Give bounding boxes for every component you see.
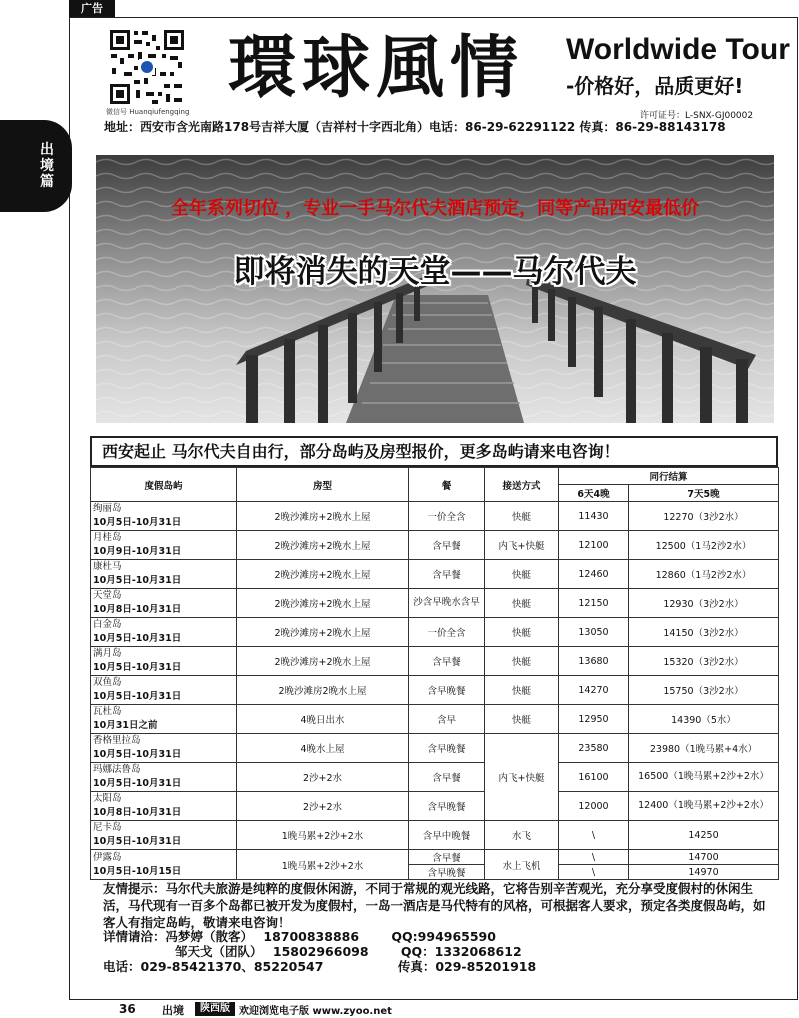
room-type: 4晚日出水 (237, 705, 409, 734)
contact-block (103, 929, 775, 974)
price-6d4n: 14270 (559, 676, 629, 705)
contact-row-3 (103, 959, 775, 974)
table-row (91, 502, 779, 531)
header-room: 房型 (237, 468, 409, 502)
price-6d4n: 16100 (559, 763, 629, 792)
room-type: 2晚沙滩房+2晚水上屋 (237, 618, 409, 647)
meal-plan: 含早晚餐 (409, 865, 485, 880)
footer-section: 出境 (162, 1004, 184, 1017)
island-dates: 10月5日-10月31日 (93, 575, 182, 586)
contact-2-label: 邹天戈（团队） (175, 944, 263, 959)
island-name: 太阳岛 (93, 793, 122, 804)
island-dates: 10月9日-10月31日 (93, 546, 182, 557)
price-6d4n: 12950 (559, 705, 629, 734)
room-type: 1晚马累+2沙+2水 (237, 850, 409, 880)
island-dates: 10月5日-10月31日 (93, 517, 182, 528)
table-row (91, 705, 779, 734)
table-row (91, 792, 779, 821)
room-type: 2晚沙滩房+2晚水上屋 (237, 647, 409, 676)
island-dates: 10月8日-10月31日 (93, 604, 182, 615)
meal-plan: 含早晚餐 (409, 734, 485, 763)
price-6d4n: 13680 (559, 647, 629, 676)
price-7d5n: 12860（1马2沙2水） (629, 560, 779, 589)
price-6d4n: 11430 (559, 502, 629, 531)
room-type: 4晚水上屋 (237, 734, 409, 763)
room-type: 2晚沙滩房+2晚水上屋 (237, 502, 409, 531)
transfer-merged: 内飞+快艇 (485, 734, 559, 821)
room-type: 2晚沙滩房+2晚水上屋 (237, 589, 409, 618)
price-6d4n: \ (559, 850, 629, 865)
island-name: 双鱼岛 (93, 677, 122, 688)
footer-text: 欢迎浏览电子版 www.zyoo.net (239, 1006, 392, 1017)
table-row (91, 850, 779, 865)
price-6d4n: 23580 (559, 734, 629, 763)
room-type: 2沙+2水 (237, 763, 409, 792)
island-name: 瓦杜岛 (93, 706, 122, 717)
qr-code-icon (108, 28, 186, 106)
price-7d5n: 14390（5水） (629, 705, 779, 734)
price-6d4n: 12000 (559, 792, 629, 821)
table-header-row (91, 468, 779, 485)
meal-plan: 含早餐 (409, 850, 485, 865)
table-row (91, 763, 779, 792)
table-row (91, 560, 779, 589)
side-tab-label: 出境篇 (40, 142, 54, 190)
table-row (91, 734, 779, 763)
price-table (90, 467, 779, 880)
transfer: 快艇 (485, 676, 559, 705)
price-7d5n: 14250 (629, 821, 779, 850)
island-name: 康杜马 (93, 561, 122, 572)
address-line: 地址：西安市含光南路178号吉祥大厦（吉祥村十字西北角）电话：86-29-62291122 传真：86-29-88143178 (104, 120, 726, 134)
transfer: 快艇 (485, 589, 559, 618)
meal-plan: 含早餐 (409, 763, 485, 792)
price-7d5n: 12400（1晚马累+2沙+2水） (629, 792, 779, 821)
island-name: 香格里拉岛 (93, 735, 141, 746)
table-row (91, 531, 779, 560)
room-type: 2沙+2水 (237, 792, 409, 821)
meal-plan: 含早餐 (409, 560, 485, 589)
price-6d4n: \ (559, 821, 629, 850)
brand-title: 環球風情 (228, 28, 525, 108)
contact-row-1 (103, 929, 775, 944)
table-row (91, 618, 779, 647)
island-dates: 10月5日-10月31日 (93, 691, 182, 702)
page-number: 36 (119, 1002, 136, 1016)
room-type: 2晚沙滩房2晚水上屋 (237, 676, 409, 705)
friendly-tip: 友情提示：马尔代夫旅游是纯粹的度假休闲游，不同于常规的观光线路，它将告别辛苦观光，充分享受度假村的休闲生活，马代现有一百多个岛都已被开发为度假村，一岛一酒店是马代特有的风格，可根据客人要求，预定各类度假岛屿，如客人有指定岛屿，敬请来电咨询！ (103, 881, 766, 930)
side-tab (0, 120, 72, 212)
meal-plan: 含早餐 (409, 647, 485, 676)
contact-2-qq: QQ：1332068612 (400, 944, 522, 959)
island-dates: 10月5日-10月31日 (93, 633, 182, 644)
header-7d5n: 7天5晚 (629, 485, 779, 502)
banner-title: 即将消失的天堂——马尔代夫 (233, 254, 637, 290)
transfer: 水飞 (485, 821, 559, 850)
price-7d5n: 14700 (629, 850, 779, 865)
transfer: 水上飞机 (485, 850, 559, 880)
island-dates: 10月5日-10月15日 (93, 865, 182, 877)
island-dates: 10月31日之前 (93, 720, 158, 731)
meal-plan: 一价全含 (409, 502, 485, 531)
slogan: -价格好，品质更好! (566, 74, 744, 98)
island-name: 尼卡岛 (93, 822, 122, 833)
island-dates: 10月5日-10月31日 (93, 836, 182, 847)
meal-plan: 含早中晚餐 (409, 821, 485, 850)
contact-row-2 (103, 944, 775, 959)
transfer: 快艇 (485, 502, 559, 531)
meal-plan: 含早晚餐 (409, 676, 485, 705)
island-name: 白金岛 (93, 619, 122, 630)
price-7d5n: 16500（1晚马累+2沙+2水） (629, 763, 779, 792)
wechat-label: 微信号 Huanqiufengqing (106, 108, 190, 116)
meal-plan: 沙含早晚水含早 (409, 589, 485, 618)
price-7d5n: 12930（3沙2水） (629, 589, 779, 618)
header-6d4n: 6天4晚 (559, 485, 629, 502)
island-dates: 10月8日-10月31日 (93, 807, 182, 818)
price-7d5n: 15750（3沙2水） (629, 676, 779, 705)
island-name: 玛娜法鲁岛 (93, 764, 141, 775)
header-meal: 餐 (409, 468, 485, 502)
island-name: 满月岛 (93, 648, 122, 659)
island-dates: 10月5日-10月31日 (93, 778, 182, 789)
meal-plan: 含早 (409, 705, 485, 734)
fax-line: 传真：029-85201918 (397, 959, 537, 974)
contact-1-phone: 18700838886 (263, 929, 360, 944)
header-transfer: 接送方式 (485, 468, 559, 502)
footer-logo: 陕西版 (195, 1002, 235, 1016)
transfer: 快艇 (485, 647, 559, 676)
price-6d4n: 13050 (559, 618, 629, 647)
price-7d5n: 23980（1晚马累+4水） (629, 734, 779, 763)
island-name: 伊露岛 (93, 851, 122, 863)
contact-1-label: 详情请洽：冯梦婷（散客） (103, 929, 254, 944)
header-island: 度假岛屿 (91, 468, 237, 502)
price-7d5n: 12500（1马2沙2水） (629, 531, 779, 560)
transfer: 快艇 (485, 705, 559, 734)
contact-2-phone: 15802966098 (272, 944, 369, 959)
table-row (91, 821, 779, 850)
price-7d5n: 14150（3沙2水） (629, 618, 779, 647)
island-dates: 10月5日-10月31日 (93, 749, 182, 760)
tel-line: 电话：029-85421370、85220547 (103, 959, 324, 974)
price-7d5n: 14970 (629, 865, 779, 880)
price-7d5n: 15320（3沙2水） (629, 647, 779, 676)
transfer: 快艇 (485, 560, 559, 589)
price-6d4n: \ (559, 865, 629, 880)
meal-plan: 含早餐 (409, 531, 485, 560)
transfer: 内飞+快艇 (485, 531, 559, 560)
island-name: 月桂岛 (93, 532, 122, 543)
room-type: 1晚马累+2沙+2水 (237, 821, 409, 850)
table-row (91, 647, 779, 676)
price-6d4n: 12150 (559, 589, 629, 618)
island-name: 绚丽岛 (93, 503, 122, 514)
island-dates: 10月5日-10月31日 (93, 662, 182, 673)
header-price-group: 同行结算 (559, 468, 779, 485)
table-row (91, 589, 779, 618)
transfer: 快艇 (485, 618, 559, 647)
brand-english: Worldwide Tour (566, 33, 790, 66)
island-name: 天堂岛 (93, 590, 122, 601)
banner-headline: 全年系列切位 ，专业一手马尔代夫酒店预定，同等产品西安最低价 (170, 198, 700, 219)
price-6d4n: 12460 (559, 560, 629, 589)
price-6d4n: 12100 (559, 531, 629, 560)
meal-plan: 一价全含 (409, 618, 485, 647)
ad-tag: 广告 (69, 0, 115, 17)
license-number: 许可证号：L-SNX-GJ00002 (640, 111, 754, 121)
room-type: 2晚沙滩房+2晚水上屋 (237, 560, 409, 589)
room-type: 2晚沙滩房+2晚水上屋 (237, 531, 409, 560)
contact-1-qq: QQ:994965590 (391, 929, 496, 944)
price-7d5n: 12270（3沙2水） (629, 502, 779, 531)
table-row (91, 676, 779, 705)
price-table-title: 西安起止 马尔代夫自由行，部分岛屿及房型报价，更多岛屿请来电咨询！ (90, 436, 778, 467)
meal-plan: 含早晚餐 (409, 792, 485, 821)
